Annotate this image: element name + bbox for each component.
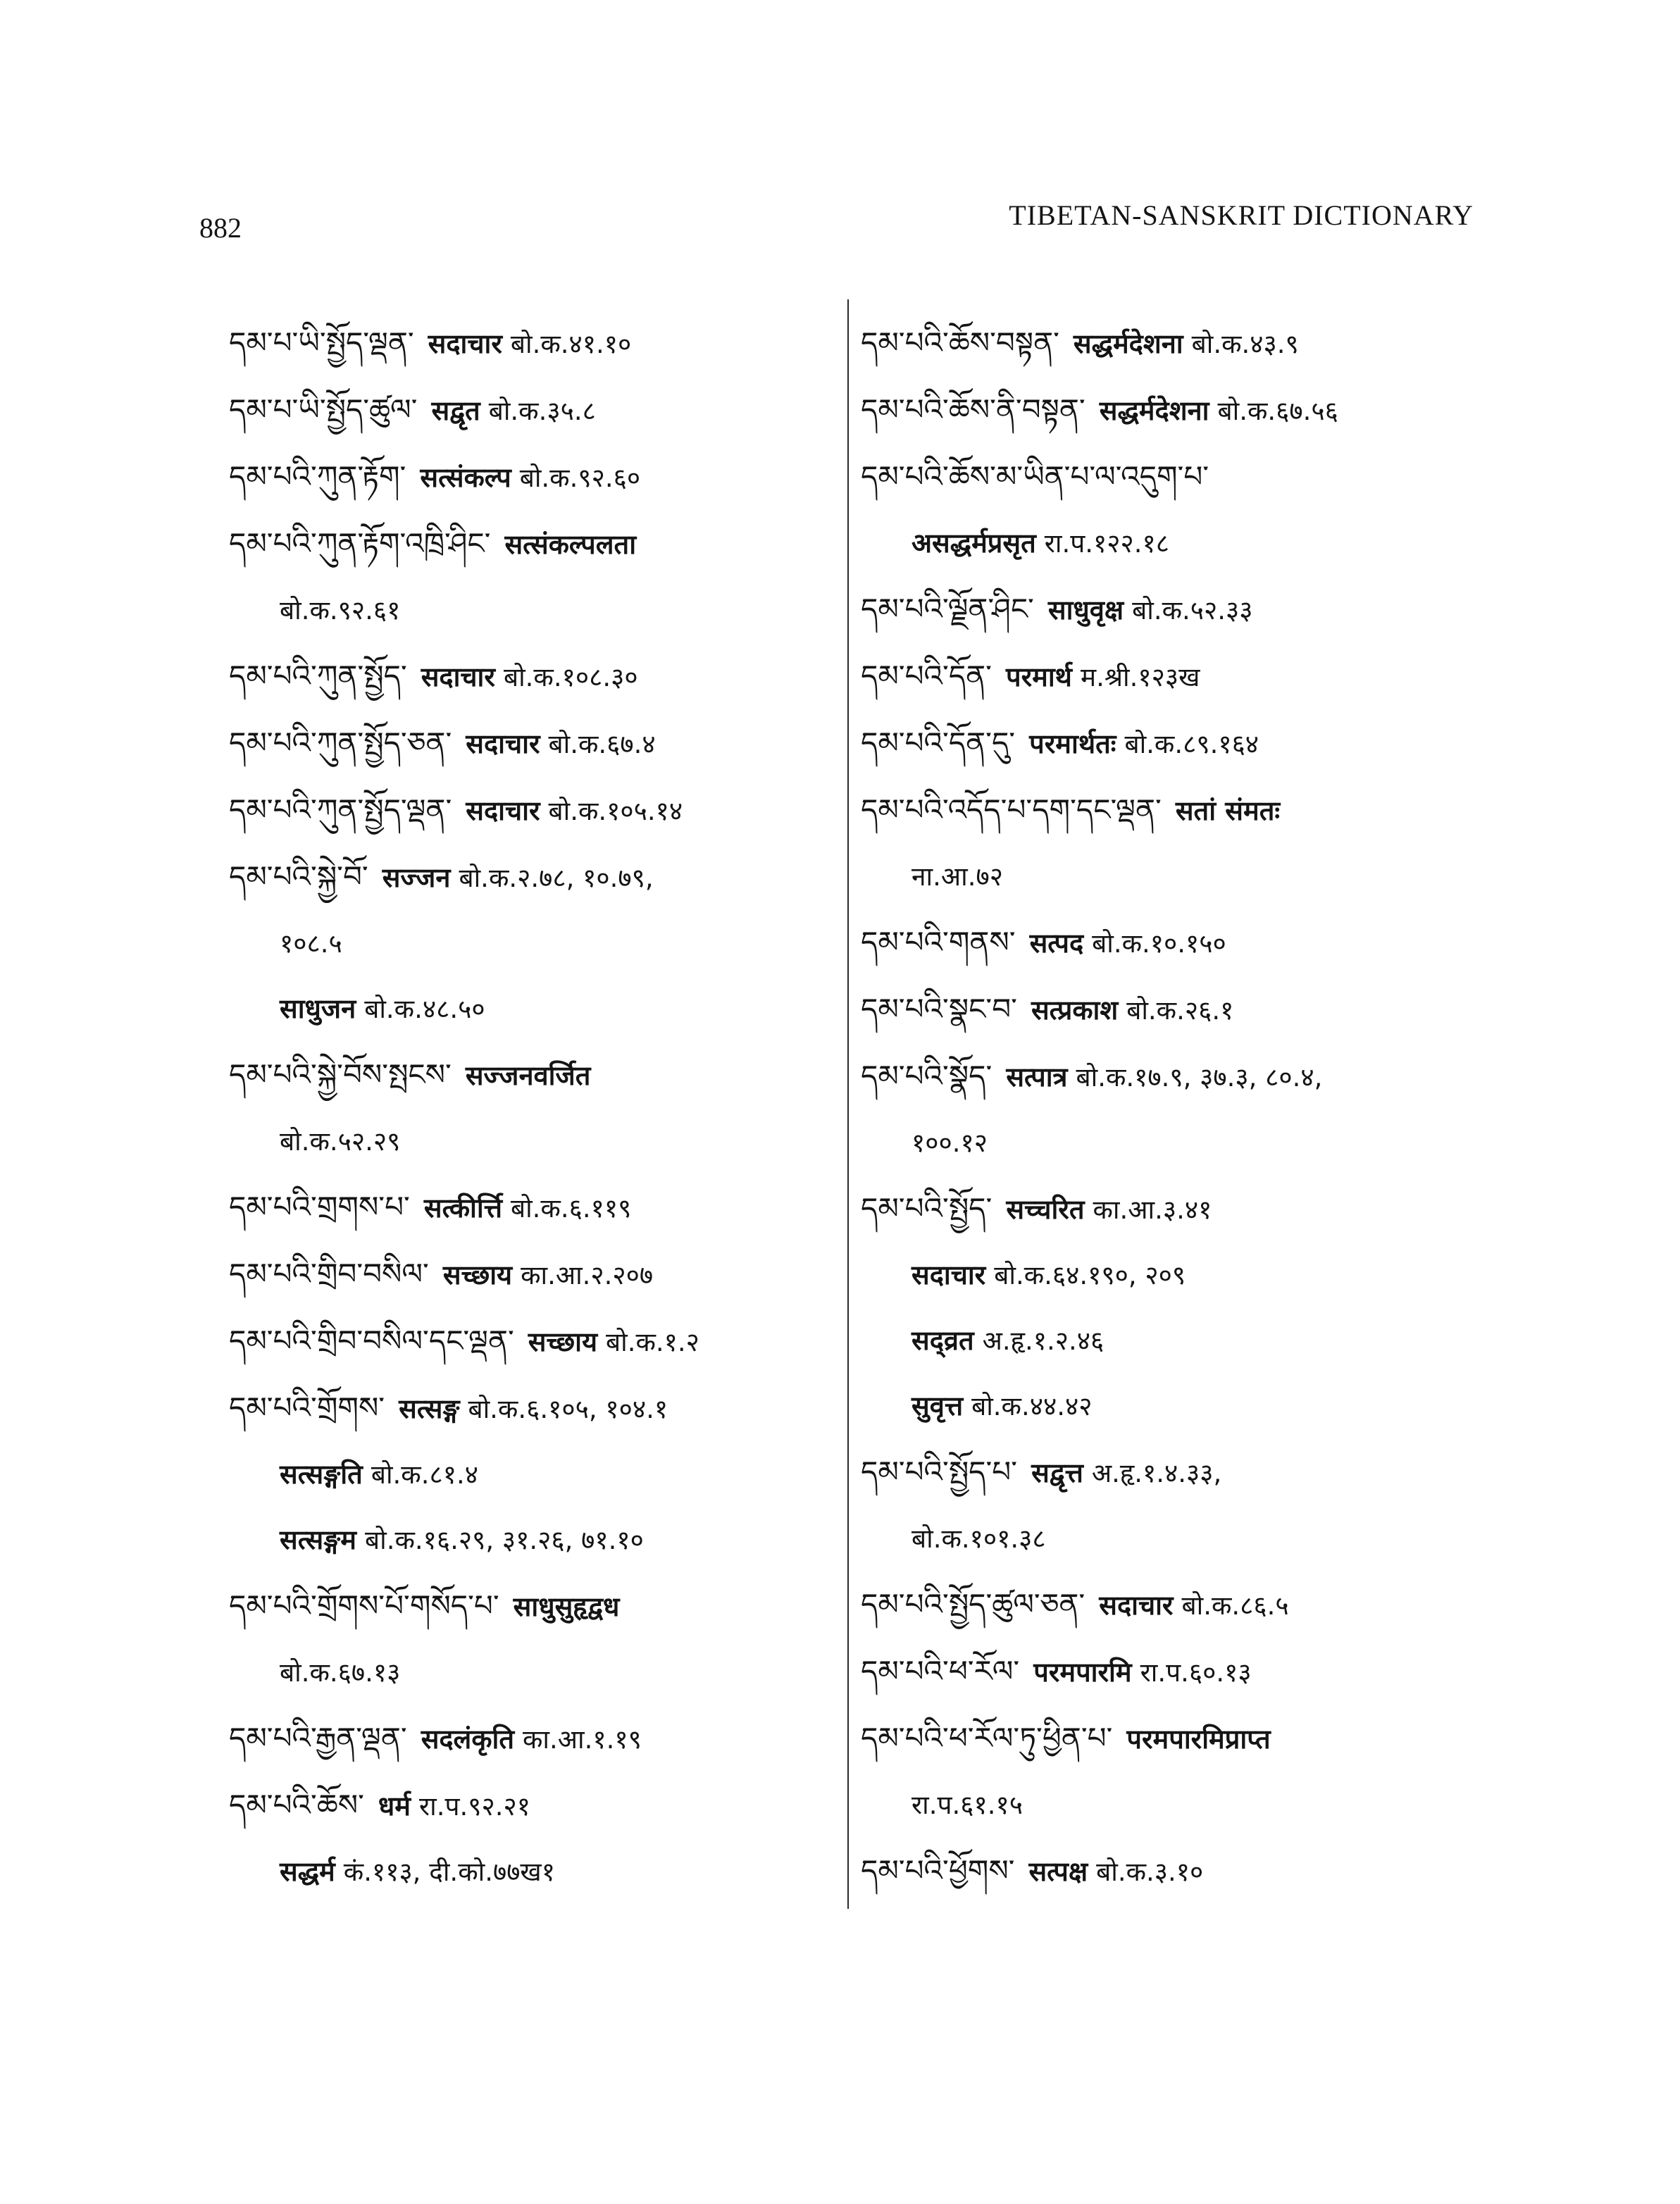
- sanskrit-equivalent: सत्संकल्पलता: [504, 529, 637, 560]
- source-reference: का.आ.१.१९: [523, 1724, 642, 1755]
- source-reference: ना.आ.७२: [911, 861, 1003, 892]
- sanskrit-equivalent: सद्वृत: [431, 395, 480, 426]
- sanskrit-equivalent: साधुजन: [280, 993, 356, 1024]
- sanskrit-equivalent: सच्चरित: [1006, 1194, 1085, 1225]
- source-reference: बो.क.४३.९: [1191, 329, 1299, 359]
- entry-continuation: [229, 1839, 842, 1905]
- entry-continuation: [861, 511, 1481, 576]
- source-reference: बो.क.९२.६०: [519, 463, 641, 493]
- tibetan-headword: དམ་པའི་ཆོས་ནི་བསྟན་: [861, 392, 1085, 427]
- sanskrit-equivalent: सदाचार: [1099, 1590, 1174, 1621]
- dictionary-entry: [229, 1573, 842, 1640]
- tibetan-headword: དམ་པའི་གྲགས་པ་: [229, 1190, 410, 1224]
- source-reference: रा.प.१२२.१८: [1044, 528, 1169, 559]
- tibetan-headword: དམ་པའི་གྲོགས་: [229, 1390, 385, 1425]
- dictionary-entry: [229, 844, 842, 911]
- source-reference: बो.क.४८.५०: [364, 994, 485, 1024]
- source-reference: का.आ.२.२०७: [521, 1260, 654, 1290]
- sanskrit-equivalent: सत्सङ्ग: [399, 1393, 460, 1424]
- sanskrit-equivalent: सदलंकृति: [421, 1724, 515, 1755]
- tibetan-headword: དམ་པའི་དོན་: [861, 659, 992, 693]
- source-reference: बो.क.६४.१९०, २०९: [994, 1260, 1186, 1290]
- dictionary-entry: [229, 710, 842, 777]
- entry-continuation: [861, 1506, 1481, 1571]
- source-reference: बो.क.१०१.३८: [911, 1524, 1046, 1554]
- sanskrit-equivalent: सच्छाय: [528, 1326, 597, 1357]
- tibetan-headword: དམ་པའི་ཆོས་བསྟན་: [861, 325, 1059, 360]
- sanskrit-equivalent: सदाचार: [911, 1259, 986, 1290]
- left-column: [229, 310, 842, 1905]
- sanskrit-equivalent: धर्म: [378, 1791, 411, 1822]
- entry-continuation: [229, 1507, 842, 1573]
- dictionary-entry: [229, 1375, 842, 1442]
- dictionary-entry: [229, 1241, 842, 1308]
- entry-continuation: [861, 1110, 1481, 1176]
- tibetan-headword: དམ་པའི་དོན་དུ་: [861, 726, 1016, 760]
- source-reference: का.आ.३.४१: [1093, 1195, 1212, 1225]
- sanskrit-equivalent: सुवृत्त: [911, 1390, 964, 1421]
- dictionary-entry: [229, 643, 842, 710]
- sanskrit-equivalent: सदाचार: [466, 795, 540, 826]
- source-reference: म.श्री.१२३ख: [1080, 662, 1200, 692]
- dictionary-entry: [229, 1174, 842, 1241]
- entry-continuation: [861, 1772, 1481, 1838]
- entry-continuation: [861, 1308, 1481, 1374]
- dictionary-entry: [861, 1439, 1481, 1506]
- dictionary-entry: [229, 511, 842, 578]
- sanskrit-equivalent: सद्धर्मदेशना: [1099, 395, 1209, 426]
- sanskrit-equivalent: सत्सङ्गम: [280, 1524, 357, 1555]
- tibetan-headword: དམ་པའི་ཆོས་མ་ཡིན་པ་ལ་འདུག་པ་: [861, 459, 1209, 494]
- sanskrit-equivalent: सद्वृत्त: [1031, 1457, 1083, 1488]
- column-divider: [847, 299, 849, 1909]
- dictionary-entry: [861, 1638, 1481, 1705]
- source-reference: बो.क.६.११९: [510, 1193, 632, 1224]
- entry-continuation: [861, 1374, 1481, 1439]
- source-reference: अ.हृ.१.४.३३,: [1091, 1458, 1222, 1488]
- source-reference: बो.क.८६.५: [1181, 1590, 1289, 1621]
- dictionary-entry: [861, 1043, 1481, 1110]
- sanskrit-equivalent: सतां संमतः: [1175, 795, 1281, 826]
- sanskrit-equivalent: परमपारमिप्राप्त: [1126, 1724, 1271, 1755]
- sanskrit-equivalent: परमपारमि: [1033, 1657, 1132, 1688]
- source-reference: बो.क.६७.५६: [1217, 396, 1338, 426]
- source-reference: बो.क.८९.१६४: [1124, 729, 1259, 759]
- source-reference: बो.क.१०.१५०: [1092, 928, 1226, 959]
- dictionary-entry: [229, 444, 842, 511]
- dictionary-entry: [861, 777, 1481, 844]
- dictionary-entry: [861, 643, 1481, 710]
- source-reference: बो.क.३५.८: [488, 396, 596, 426]
- dictionary-entry: [229, 1705, 842, 1772]
- sanskrit-equivalent: सद्धर्मदेशना: [1073, 328, 1183, 359]
- entry-continuation: [229, 578, 842, 643]
- source-reference: कं.११३, दी.को.७७ख१: [343, 1857, 555, 1887]
- entry-continuation: [861, 844, 1481, 909]
- source-reference: बो.क.६७.४: [548, 729, 656, 759]
- tibetan-headword: དམ་པའི་གྲོགས་པོ་གསོད་པ་: [229, 1588, 499, 1623]
- dictionary-entry: [229, 1042, 842, 1109]
- sanskrit-equivalent: साधुसुहृद्वध: [513, 1591, 620, 1622]
- tibetan-headword: དམ་པའི་ཕ་རོལ་ཏུ་ཕྱིན་པ་: [861, 1721, 1113, 1755]
- tibetan-headword: དམ་པའི་ཀུན་སྤྱོད་ཅན་: [229, 726, 452, 760]
- sanskrit-equivalent: सज्जनवर्जित: [465, 1060, 591, 1091]
- source-reference: बो.क.१.२: [606, 1327, 699, 1357]
- source-reference: बो.क.१०५.१४: [548, 796, 683, 826]
- tibetan-headword: དམ་པའི་ལྗོན་ཤིང་: [861, 592, 1034, 626]
- dictionary-entry: [861, 310, 1481, 377]
- sanskrit-equivalent: साधुवृक्ष: [1047, 594, 1124, 625]
- right-column: [861, 310, 1481, 1905]
- sanskrit-equivalent: सत्सङ्गति: [280, 1459, 363, 1490]
- entry-continuation: [861, 1243, 1481, 1308]
- tibetan-headword: དམ་པའི་གྲིབ་བསིལ་: [229, 1257, 429, 1291]
- dictionary-entry: [861, 976, 1481, 1043]
- source-reference: रा.प.९२.२१: [419, 1791, 530, 1822]
- tibetan-headword: དམ་པ་ཡི་སྤྱོད་ཚུལ་: [229, 392, 418, 427]
- source-reference: रा.प.६१.१५: [911, 1790, 1023, 1820]
- source-reference: बो.क.२६.१: [1126, 995, 1234, 1026]
- tibetan-headword: དམ་པའི་སྤྱོད་ཚུལ་ཅན་: [861, 1587, 1085, 1621]
- sanskrit-equivalent: सत्कीर्त्ति: [423, 1193, 502, 1224]
- tibetan-headword: དམ་པའི་ཕ་རོལ་: [861, 1654, 1020, 1688]
- dictionary-entry: [229, 777, 842, 844]
- entry-continuation: [229, 911, 842, 976]
- sanskrit-equivalent: सत्पक्ष: [1028, 1856, 1088, 1887]
- dictionary-entry: [229, 377, 842, 444]
- source-reference: बो.क.८१.४: [371, 1459, 478, 1490]
- source-reference: बो.क.१६.२९, ३१.२६, ७१.१०: [365, 1525, 644, 1555]
- source-reference: बो.क.३.१०: [1096, 1857, 1204, 1887]
- running-title: TIBETAN-SANSKRIT DICTIONARY: [1009, 199, 1474, 231]
- tibetan-headword: དམ་པའི་སྣོད་: [861, 1059, 993, 1093]
- sanskrit-equivalent: सदाचार: [421, 661, 495, 692]
- entry-continuation: [229, 1640, 842, 1705]
- source-reference: बो.क.४१.१०: [510, 329, 632, 359]
- tibetan-headword: དམ་པའི་སྐྱེ་བོས་སྤངས་: [229, 1057, 452, 1092]
- tibetan-headword: དམ་པའི་སྤྱོད་: [861, 1191, 993, 1226]
- tibetan-headword: དམ་པའི་གནས་: [861, 925, 1016, 959]
- source-reference: बो.क.२.७८, १०.७९,: [459, 863, 654, 893]
- tibetan-headword: དམ་པའི་ཕྱོགས་: [861, 1853, 1015, 1888]
- dictionary-entry: [861, 444, 1481, 511]
- sanskrit-equivalent: सत्पात्र: [1006, 1061, 1068, 1092]
- sanskrit-equivalent: सदाचार: [428, 328, 502, 359]
- sanskrit-equivalent: सत्पद: [1029, 928, 1084, 959]
- tibetan-headword: དམ་པའི་རྒྱན་ལྡན་: [229, 1721, 407, 1755]
- tibetan-headword: དམ་པའི་སྣང་བ་: [861, 992, 1017, 1026]
- source-reference: बो.क.५२.३३: [1132, 595, 1253, 625]
- sanskrit-equivalent: सत्प्रकाश: [1031, 995, 1119, 1026]
- dictionary-entry: [229, 1308, 842, 1375]
- entry-continuation: [229, 1109, 842, 1174]
- tibetan-headword: དམ་པའི་ཀུན་རྟོག་འཁྲི་ཤིང་: [229, 526, 491, 561]
- source-reference: बो.क.९२.६१: [280, 595, 401, 625]
- source-reference: बो.क.१७.९, ३७.३, ८०.४,: [1076, 1062, 1323, 1092]
- sanskrit-equivalent: सद्धर्म: [280, 1856, 335, 1887]
- tibetan-headword: དམ་པའི་འདོད་པ་དག་དང་ལྡན་: [861, 792, 1162, 827]
- dictionary-entry: [861, 710, 1481, 777]
- dictionary-entry: [861, 1571, 1481, 1638]
- tibetan-headword: དམ་པའི་གྲིབ་བསིལ་དང་ལྡན་: [229, 1324, 514, 1358]
- sanskrit-equivalent: सच्छाय: [442, 1259, 513, 1290]
- sanskrit-equivalent: असद्धर्मप्रसृत: [911, 528, 1036, 559]
- dictionary-entry: [861, 576, 1481, 643]
- tibetan-headword: དམ་པའི་ཀུན་རྟོག་: [229, 459, 406, 494]
- dictionary-entry: [861, 1838, 1481, 1905]
- source-reference: १००.१२: [911, 1128, 988, 1158]
- sanskrit-equivalent: सज्जन: [382, 862, 451, 893]
- entry-continuation: [229, 976, 842, 1042]
- sanskrit-equivalent: परमार्थतः: [1029, 728, 1116, 759]
- sanskrit-equivalent: सत्संकल्प: [420, 462, 511, 493]
- source-reference: बो.क.१०८.३०: [503, 662, 638, 692]
- source-reference: बो.क.६.१०५, १०४.१: [468, 1394, 668, 1424]
- dictionary-entry: [861, 1176, 1481, 1243]
- sanskrit-equivalent: सदाचार: [466, 728, 540, 759]
- source-reference: अ.हृ.१.२.४६: [982, 1326, 1105, 1356]
- dictionary-entry: [229, 310, 842, 377]
- entry-continuation: [229, 1442, 842, 1507]
- tibetan-headword: དམ་པའི་ཀུན་སྤྱོད་ལྡན་: [229, 792, 452, 827]
- source-reference: बो.क.६७.१३: [280, 1657, 401, 1688]
- tibetan-headword: དམ་པའི་ཆོས་: [229, 1788, 364, 1822]
- dictionary-entry: [861, 909, 1481, 976]
- tibetan-headword: དམ་པའི་སྐྱེ་བོ་: [229, 859, 368, 894]
- dictionary-entry: [861, 1705, 1481, 1772]
- dictionary-entry: [861, 377, 1481, 444]
- sanskrit-equivalent: सद्व्रत: [911, 1325, 974, 1356]
- source-reference: रा.प.६०.१३: [1140, 1657, 1252, 1688]
- source-reference: बो.क.५२.२९: [280, 1126, 401, 1157]
- dictionary-entry: [229, 1772, 842, 1839]
- page-number: 882: [199, 212, 242, 244]
- source-reference: १०८.५: [280, 928, 342, 959]
- sanskrit-equivalent: परमार्थ: [1005, 661, 1072, 692]
- tibetan-headword: དམ་པའི་ཀུན་སྤྱོད་: [229, 659, 407, 693]
- tibetan-headword: དམ་པའི་སྤྱོད་པ་: [861, 1455, 1018, 1489]
- source-reference: बो.क.४४.४२: [971, 1391, 1093, 1421]
- tibetan-headword: དམ་པ་ཡི་སྤྱོད་ལྡན་: [229, 325, 414, 360]
